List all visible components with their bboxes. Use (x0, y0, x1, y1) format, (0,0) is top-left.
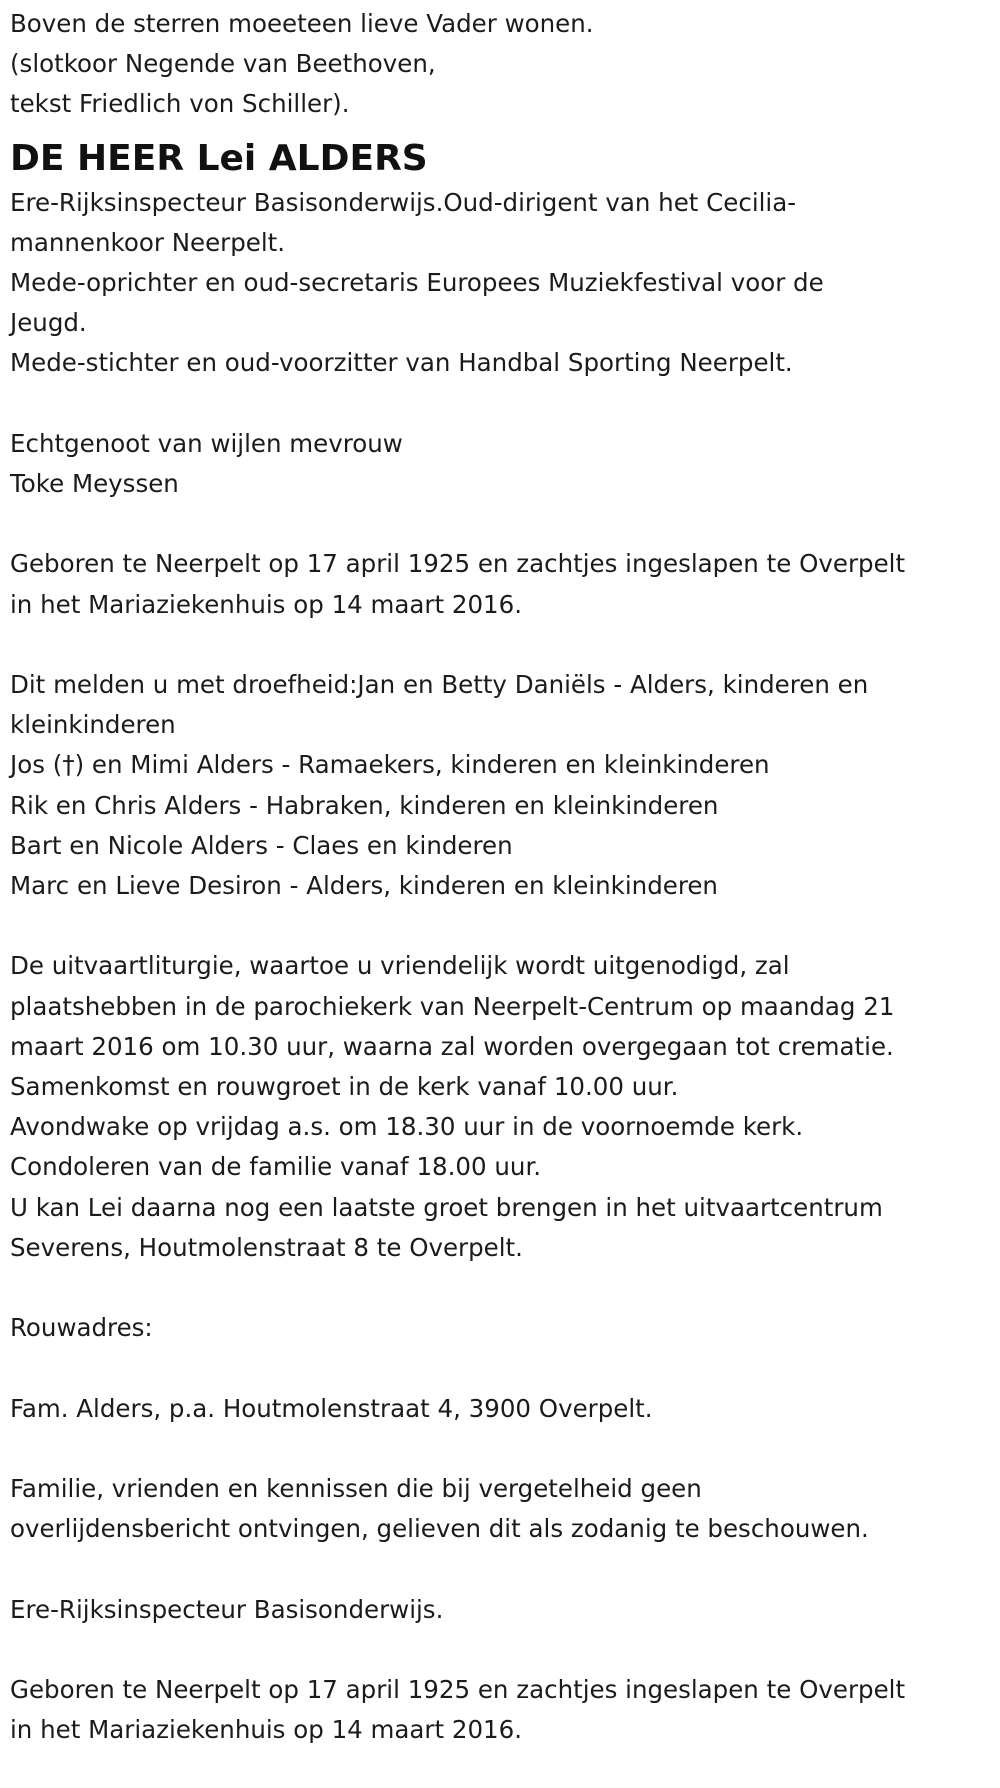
function-line: mannenkoor Neerpelt. (10, 227, 286, 257)
family-line: Dit melden u met droefheid:Jan en Betty Daniëls - Alders, kinderen en (10, 670, 869, 699)
spacer (10, 1630, 990, 1670)
address-label: Rouwadres: (10, 1313, 153, 1343)
mourning-address: Fam. Alders, p.a. Houtmolenstraat 4, 3900 Overpelt. (10, 1393, 653, 1423)
funeral-line: plaatshebben in de parochiekerk van Neerpelt-Centrum op maandag 21 (10, 991, 895, 1021)
spouse-block (10, 424, 990, 504)
birth-line: Geboren te Neerpelt op 17 april 1925 en zachtjes ingeslapen te Overpelt (10, 549, 906, 579)
quote-line: (slotkoor Negende van Beethoven, (10, 49, 436, 79)
funeral-line: De uitvaartliturgie, waartoe u vriendelijk wordt uitgenodigd, zal (10, 951, 790, 981)
family-line: Rik en Chris Alders - Habraken, kinderen en kleinkinderen (10, 790, 719, 820)
function-line: Ere-Rijksinspecteur Basisonderwijs.Oud-dirigent van het Cecilia- (10, 187, 797, 217)
repeat-birth-line: in het Mariaziekenhuis op 14 maart 2016. (10, 1715, 523, 1745)
family-block (10, 665, 990, 906)
function-line: Mede-stichter en oud-voorzitter van Handbal Sporting Neerpelt. (10, 348, 793, 378)
deceased-name-heading: DE HEER Lei ALDERS (10, 137, 428, 179)
spacer (10, 625, 990, 665)
funeral-line: Avondwake op vrijdag a.s. om 18.30 uur in de voornoemde kerk. (10, 1112, 804, 1142)
spouse-line: Echtgenoot van wijlen mevrouw (10, 428, 403, 458)
funeral-line: Condoleren van de familie vanaf 18.00 uur. (10, 1152, 542, 1182)
funeral-line: maart 2016 om 10.30 uur, waarna zal worden overgegaan tot crematie. (10, 1031, 894, 1061)
function-line: Jeugd. (10, 308, 87, 338)
birth-block (10, 544, 990, 624)
spacer (10, 384, 990, 424)
funeral-line: U kan Lei daarna nog een laatste groet brengen in het uitvaartcentrum (10, 1192, 883, 1222)
funeral-line: Severens, Houtmolenstraat 8 te Overpelt. (10, 1232, 523, 1262)
function-line: Mede-oprichter en oud-secretaris Europees Muziekfestival voor de (10, 268, 824, 298)
spouse-name: Toke Meyssen (10, 469, 179, 499)
quote-line: Boven de sterren moeeteen lieve Vader wonen. (10, 9, 594, 38)
family-line: Jos (†) en Mimi Alders - Ramaekers, kinderen en kleinkinderen (10, 750, 770, 780)
spacer (10, 906, 990, 946)
family-line: kleinkinderen (10, 710, 176, 740)
spacer (10, 1549, 990, 1589)
repeat-birth-line: Geboren te Neerpelt op 17 april 1925 en zachtjes ingeslapen te Overpelt (10, 1674, 906, 1704)
notice-line: Familie, vrienden en kennissen die bij vergetelheid geen (10, 1474, 702, 1503)
funeral-block (10, 946, 990, 1268)
quote-block (10, 4, 990, 125)
quote-line: tekst Friedlich von Schiller). (10, 89, 350, 119)
funeral-line: Samenkomst en rouwgroet in de kerk vanaf 10.00 uur. (10, 1072, 679, 1102)
spacer (10, 1429, 990, 1469)
repeat-function-line: Ere-Rijksinspecteur Basisonderwijs. (10, 1594, 444, 1624)
notice-line: overlijdensbericht ontvingen, gelieven dit als zodanig te beschouwen. (10, 1514, 869, 1544)
spacer (10, 1268, 990, 1308)
family-line: Bart en Nicole Alders - Claes en kinderen (10, 830, 513, 860)
family-line: Marc en Lieve Desiron - Alders, kinderen en kleinkinderen (10, 871, 718, 901)
repeat-birth-block (10, 1670, 990, 1750)
functions-block (10, 183, 990, 384)
notice-block (10, 1469, 990, 1549)
birth-line: in het Mariaziekenhuis op 14 maart 2016. (10, 589, 523, 619)
spacer (10, 1348, 990, 1388)
spacer (10, 504, 990, 544)
